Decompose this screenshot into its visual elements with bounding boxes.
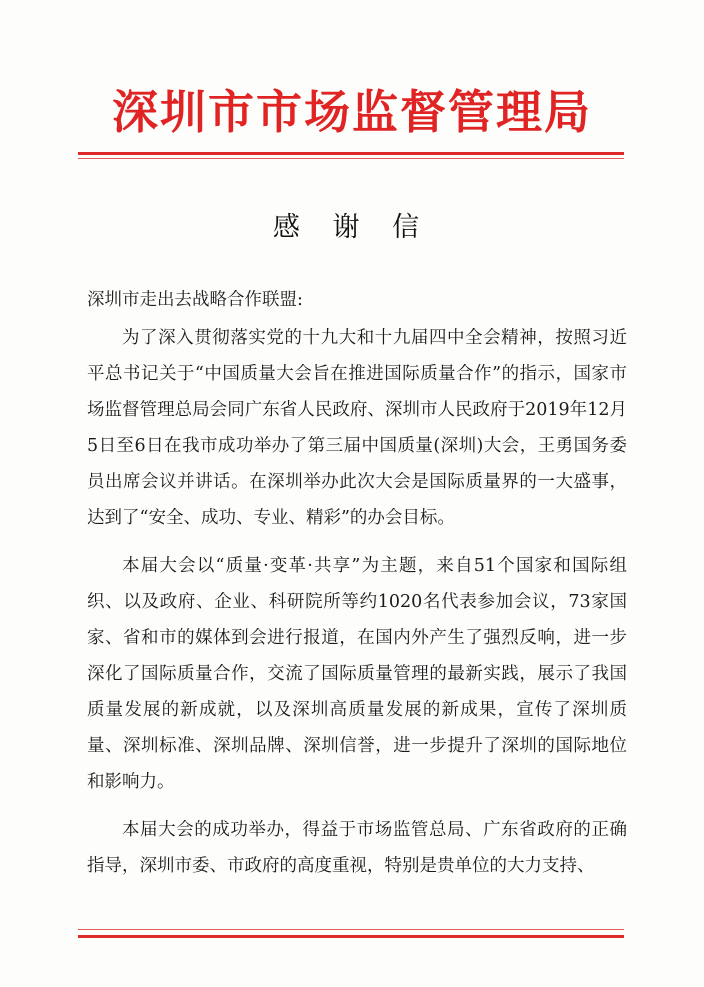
letterhead-rule-thick xyxy=(78,152,624,155)
letterhead-rule-thin xyxy=(78,158,624,159)
footer-rule-thick xyxy=(78,935,624,938)
footer-rule-thin xyxy=(78,929,624,930)
letter-paragraph-2: 本届大会以“质量·变革·共享”为主题，来自51个国家和国际组织、以及政府、企业、科研院所等约1020名代表参加会议，73家国家、省和市的媒体到会进行报道，在国内外产生了强烈反响，进一步深化了国际质量合作，交流了国际质量管理的最新实践，展示了我国质量发展的新成就，以及深圳高质量发展的新成果，宣传了深圳质量、深圳标准、深圳品牌、深圳信誉，进一步提升了深圳的国际地位和影响力。 xyxy=(87,556,627,792)
letter-salutation: 深圳市走出去战略合作联盟: xyxy=(87,290,303,310)
letter-body xyxy=(87,282,627,896)
letterhead-org-name: 深圳市市场监督管理局 xyxy=(112,85,592,139)
letter-title: 感 谢 信 xyxy=(272,212,432,243)
letter-paragraph-1: 为了深入贯彻落实党的十九大和十九届四中全会精神，按照习近平总书记关于“中国质量大会旨在推进国际质量合作”的指示，国家市场监督管理总局会同广东省人民政府、深圳市人民政府于2019年12月5日至6日在我市成功举办了第三届中国质量(深圳)大会，王勇国务委员出席会议并讲话。在深圳举办此次大会是国际质量界的一大盛事，达到了“安全、成功、专业、精彩”的办会目标。 xyxy=(87,328,627,528)
letter-paragraph-3: 本届大会的成功举办，得益于市场监管总局、广东省政府的正确指导，深圳市委、市政府的高度重视，特别是贵单位的大力支持、 xyxy=(87,820,627,876)
